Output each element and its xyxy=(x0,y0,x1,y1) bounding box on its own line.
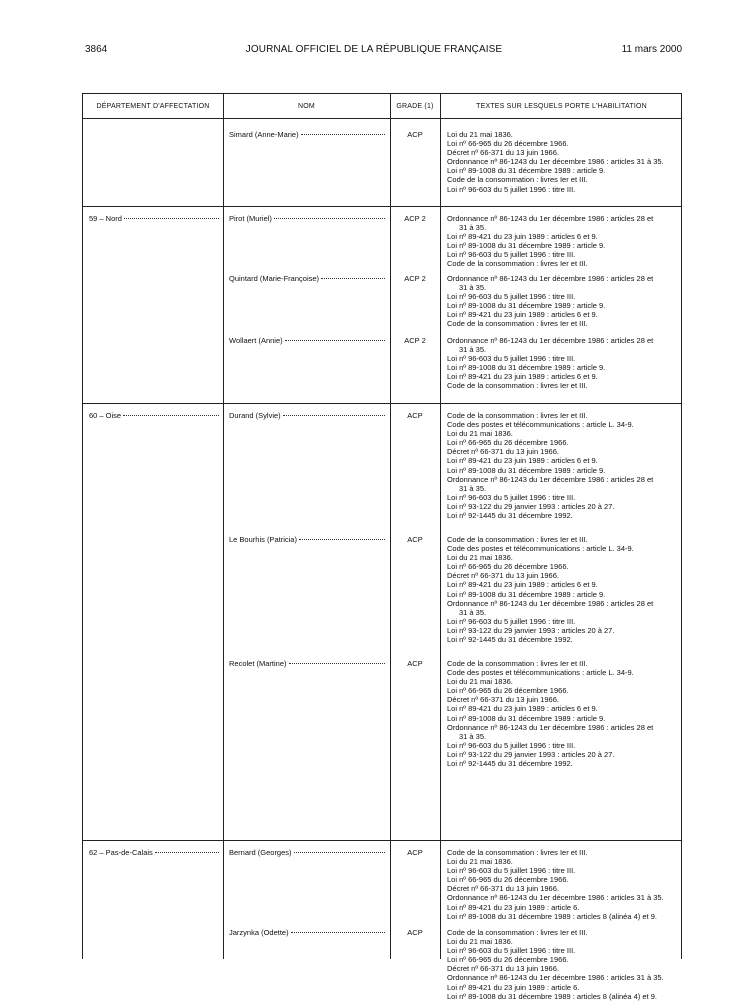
legal-text-line: Décret nº 66-371 du 13 juin 1966. xyxy=(447,148,559,158)
grade-cell: ACP xyxy=(407,848,423,857)
legal-text-line: Code de la consommation : livres Ier et III. xyxy=(447,659,588,668)
legal-text-line: Ordonnance nº 86-1243 du 1er décembre 1986 : articles 28 et xyxy=(447,214,654,223)
person-name: Recolet (Martine) xyxy=(229,659,287,668)
person-name: Jarzynka (Odette) xyxy=(229,928,289,937)
page-number: 3864 xyxy=(85,44,108,55)
legal-text-line: Décret nº 66-371 du 13 juin 1966. xyxy=(447,447,559,457)
grade-cell: ACP xyxy=(407,928,423,937)
legal-text-line: Loi nº 89-1008 du 31 décembre 1989 : articles 8 (alinéa 4) et 9. xyxy=(447,991,657,1001)
legal-text-line: Loi du 21 mai 1836. xyxy=(447,429,513,439)
dot-leader xyxy=(301,134,385,135)
legal-text-line: Loi nº 96-603 du 5 juillet 1996 : titre III. xyxy=(447,946,576,956)
legal-text-line: Loi nº 89-421 du 23 juin 1989 : articles 6 et 9. xyxy=(447,310,598,320)
legal-text-line: Code de la consommation : livres Ier et III. xyxy=(447,411,588,420)
grade-cell: ACP 2 xyxy=(404,336,426,345)
legal-text-line: Code de la consommation : livres Ier et III. xyxy=(447,535,588,544)
legal-text-line: Ordonnance nº 86-1243 du 1er décembre 1986 : articles 28 et xyxy=(447,274,654,283)
name-cell xyxy=(229,274,387,283)
legal-text-line: Loi nº 66-965 du 26 décembre 1966. xyxy=(447,139,569,149)
dot-leader xyxy=(299,539,385,540)
dot-leader xyxy=(283,415,385,416)
name-cell xyxy=(229,659,387,668)
journal-title: JOURNAL OFFICIEL DE LA RÉPUBLIQUE FRANÇAISE xyxy=(245,44,503,55)
legal-text-line: Loi nº 96-603 du 5 juillet 1996 : titre III. xyxy=(447,492,576,502)
dot-leader xyxy=(124,218,219,219)
legal-text-line: Loi nº 89-421 du 23 juin 1989 : articles 6 et 9. xyxy=(447,372,598,382)
department-group-divider xyxy=(83,403,681,404)
legal-text-line: Loi nº 89-1008 du 31 décembre 1989 : article 9. xyxy=(447,363,606,373)
legal-text-line: Code des postes et télécommunications : article L. 34-9. xyxy=(447,544,634,554)
person-name: Pirot (Muriel) xyxy=(229,214,272,223)
column-divider xyxy=(440,93,441,959)
department-group-divider xyxy=(83,840,681,841)
legal-text-line: Code de la consommation : livres Ier et III. xyxy=(447,381,588,391)
dot-leader xyxy=(123,415,219,416)
legal-text-line: Loi nº 92-1445 du 31 décembre 1992. xyxy=(447,511,573,521)
department-cell xyxy=(89,848,221,857)
dot-leader xyxy=(289,663,385,664)
legal-text-line: Ordonnance nº 86-1243 du 1er décembre 1986 : articles 28 et xyxy=(447,598,654,608)
legal-text-line: Code des postes et télécommunications : article L. 34-9. xyxy=(447,420,634,430)
legal-text-line: Loi nº 93-122 du 29 janvier 1993 : articles 20 à 27. xyxy=(447,749,615,759)
legal-text-line: Loi nº 89-1008 du 31 décembre 1989 : article 9. xyxy=(447,241,606,251)
legal-texts-cell xyxy=(447,214,679,269)
name-cell xyxy=(229,214,387,223)
legal-text-line: Décret nº 66-371 du 13 juin 1966. xyxy=(447,964,559,974)
legal-text-line: 31 à 35. xyxy=(459,223,487,233)
legal-text-line: Loi nº 96-603 du 5 juillet 1996 : titre III. xyxy=(447,354,576,364)
person-name: Durand (Sylvie) xyxy=(229,411,281,420)
department-name: 60 – Oise xyxy=(89,411,122,420)
dot-leader xyxy=(155,852,219,853)
legal-text-line: Loi nº 89-1008 du 31 décembre 1989 : articles 8 (alinéa 4) et 9. xyxy=(447,911,657,921)
name-cell xyxy=(229,535,387,544)
legal-text-line: Loi nº 66-965 du 26 décembre 1966. xyxy=(447,955,569,965)
legal-text-line: Ordonnance nº 86-1243 du 1er décembre 1986 : articles 28 et xyxy=(447,722,654,732)
column-divider xyxy=(390,93,391,959)
legal-text-line: Loi nº 93-122 du 29 janvier 1993 : articles 20 à 27. xyxy=(447,501,615,511)
dot-leader xyxy=(291,932,385,933)
department-name: 59 – Nord xyxy=(89,214,122,223)
legal-text-line: Loi nº 89-421 du 23 juin 1989 : article 6. xyxy=(447,902,580,912)
legal-text-line: Ordonnance nº 86-1243 du 1er décembre 1986 : articles 31 à 35. xyxy=(447,893,664,903)
legal-text-line: Loi nº 92-1445 du 31 décembre 1992. xyxy=(447,759,573,769)
legal-text-line: Décret nº 66-371 du 13 juin 1966. xyxy=(447,571,559,581)
column-divider xyxy=(223,93,224,959)
grade-cell: ACP xyxy=(407,130,423,139)
legal-text-line: Ordonnance nº 86-1243 du 1er décembre 1986 : articles 31 à 35. xyxy=(447,157,664,167)
legal-text-line: Loi du 21 mai 1836. xyxy=(447,130,513,139)
legal-text-line: Loi nº 96-603 du 5 juillet 1996 : titre III. xyxy=(447,740,576,750)
legal-text-line: Loi nº 66-965 du 26 décembre 1966. xyxy=(447,562,569,572)
person-name: Bernard (Georges) xyxy=(229,848,292,857)
publication-date: 11 mars 2000 xyxy=(621,44,682,55)
legal-text-line: Loi nº 96-603 du 5 juillet 1996 : titre III. xyxy=(447,250,576,260)
legal-text-line: 31 à 35. xyxy=(459,345,487,355)
name-cell xyxy=(229,848,387,857)
grade-cell: ACP xyxy=(407,411,423,420)
department-cell xyxy=(89,214,221,223)
grade-cell: ACP xyxy=(407,659,423,668)
legal-text-line: Loi du 21 mai 1836. xyxy=(447,677,513,687)
name-cell xyxy=(229,336,387,345)
legal-text-line: Loi nº 89-1008 du 31 décembre 1989 : article 9. xyxy=(447,589,606,599)
legal-text-line: Loi nº 66-965 du 26 décembre 1966. xyxy=(447,875,569,885)
legal-text-line: Loi du 21 mai 1836. xyxy=(447,937,513,947)
legal-text-line: Loi nº 96-603 du 5 juillet 1996 : titre III. xyxy=(447,184,576,194)
legal-text-line: Loi nº 93-122 du 29 janvier 1993 : articles 20 à 27. xyxy=(447,625,615,635)
name-cell xyxy=(229,411,387,420)
legal-texts-cell xyxy=(447,659,679,768)
legal-text-line: Loi nº 96-603 du 5 juillet 1996 : titre III. xyxy=(447,616,576,626)
name-cell xyxy=(229,928,387,937)
department-group-divider xyxy=(83,206,681,207)
legal-text-line: Loi nº 66-965 du 26 décembre 1966. xyxy=(447,438,569,448)
legal-text-line: 31 à 35. xyxy=(459,283,487,293)
dot-leader xyxy=(294,852,385,853)
person-name: Quintard (Marie-Françoise) xyxy=(229,274,320,283)
legal-text-line: Loi nº 92-1445 du 31 décembre 1992. xyxy=(447,635,573,645)
legal-text-line: Loi nº 89-421 du 23 juin 1989 : articles 6 et 9. xyxy=(447,704,598,714)
legal-text-line: 31 à 35. xyxy=(459,731,487,741)
dot-leader xyxy=(274,218,385,219)
table-top-border xyxy=(83,93,681,94)
department-name: 62 – Pas-de-Calais xyxy=(89,848,153,857)
legal-texts-cell xyxy=(447,848,679,921)
legal-text-line: Loi nº 66-965 du 26 décembre 1966. xyxy=(447,686,569,696)
legal-text-line: Ordonnance nº 86-1243 du 1er décembre 1986 : articles 28 et xyxy=(447,336,654,345)
legal-text-line: Ordonnance nº 86-1243 du 1er décembre 1986 : articles 31 à 35. xyxy=(447,973,664,983)
legal-text-line: Code de la consommation : livres Ier et III. xyxy=(447,319,588,329)
legal-text-line: Loi nº 89-421 du 23 juin 1989 : articles 6 et 9. xyxy=(447,456,598,466)
legal-text-line: Code de la consommation : livres Ier et III. xyxy=(447,928,588,937)
legal-text-line: Loi du 21 mai 1836. xyxy=(447,553,513,563)
legal-texts-cell xyxy=(447,274,679,329)
legal-text-line: Loi nº 89-1008 du 31 décembre 1989 : article 9. xyxy=(447,166,606,176)
grade-cell: ACP 2 xyxy=(404,214,426,223)
dot-leader xyxy=(285,340,385,341)
legal-text-line: Loi nº 89-1008 du 31 décembre 1989 : article 9. xyxy=(447,301,606,311)
column-header-department: DÉPARTEMENT D'AFFECTATION xyxy=(96,102,210,110)
legal-text-line: Code de la consommation : livres Ier et III. xyxy=(447,175,588,185)
legal-text-line: Loi nº 89-421 du 23 juin 1989 : articles 6 et 9. xyxy=(447,580,598,590)
legal-text-line: Loi nº 89-1008 du 31 décembre 1989 : article 9. xyxy=(447,713,606,723)
person-name: Wollaert (Annie) xyxy=(229,336,283,345)
legal-text-line: Ordonnance nº 86-1243 du 1er décembre 1986 : articles 28 et xyxy=(447,474,654,484)
legal-text-line: Loi nº 96-603 du 5 juillet 1996 : titre III. xyxy=(447,292,576,302)
legal-text-line: Loi nº 89-421 du 23 juin 1989 : article 6. xyxy=(447,982,580,992)
legal-texts-cell xyxy=(447,411,679,520)
header-bottom-border xyxy=(83,118,681,119)
legal-text-line: Loi nº 89-421 du 23 juin 1989 : articles 6 et 9. xyxy=(447,232,598,242)
legal-text-line: 31 à 35. xyxy=(459,483,487,493)
legal-texts-cell xyxy=(447,336,679,391)
name-cell xyxy=(229,130,387,139)
legal-texts-cell xyxy=(447,130,679,194)
legal-text-line: Code de la consommation : livres Ier et III. xyxy=(447,848,588,857)
legal-text-line: Loi nº 96-603 du 5 juillet 1996 : titre III. xyxy=(447,866,576,876)
person-name: Le Bourhis (Patricia) xyxy=(229,535,297,544)
legal-text-line: Loi du 21 mai 1836. xyxy=(447,857,513,867)
legal-text-line: Code des postes et télécommunications : article L. 34-9. xyxy=(447,668,634,678)
grade-cell: ACP xyxy=(407,535,423,544)
legal-text-line: Décret nº 66-371 du 13 juin 1966. xyxy=(447,884,559,894)
legal-text-line: Code de la consommation : livres Ier et III. xyxy=(447,259,588,269)
person-name: Simard (Anne-Marie) xyxy=(229,130,299,139)
legal-text-line: Décret nº 66-371 du 13 juin 1966. xyxy=(447,695,559,705)
department-cell xyxy=(89,411,221,420)
grade-cell: ACP 2 xyxy=(404,274,426,283)
legal-text-line: Loi nº 89-1008 du 31 décembre 1989 : article 9. xyxy=(447,465,606,475)
dot-leader xyxy=(321,278,385,279)
habilitation-table xyxy=(82,93,682,1001)
legal-text-line: 31 à 35. xyxy=(459,607,487,617)
legal-texts-cell xyxy=(447,535,679,644)
column-header-name: NOM xyxy=(298,102,315,110)
column-header-grade: GRADE (1) xyxy=(396,102,434,110)
column-header-texts: TEXTES SUR LESQUELS PORTE L'HABILITATION xyxy=(476,102,647,110)
